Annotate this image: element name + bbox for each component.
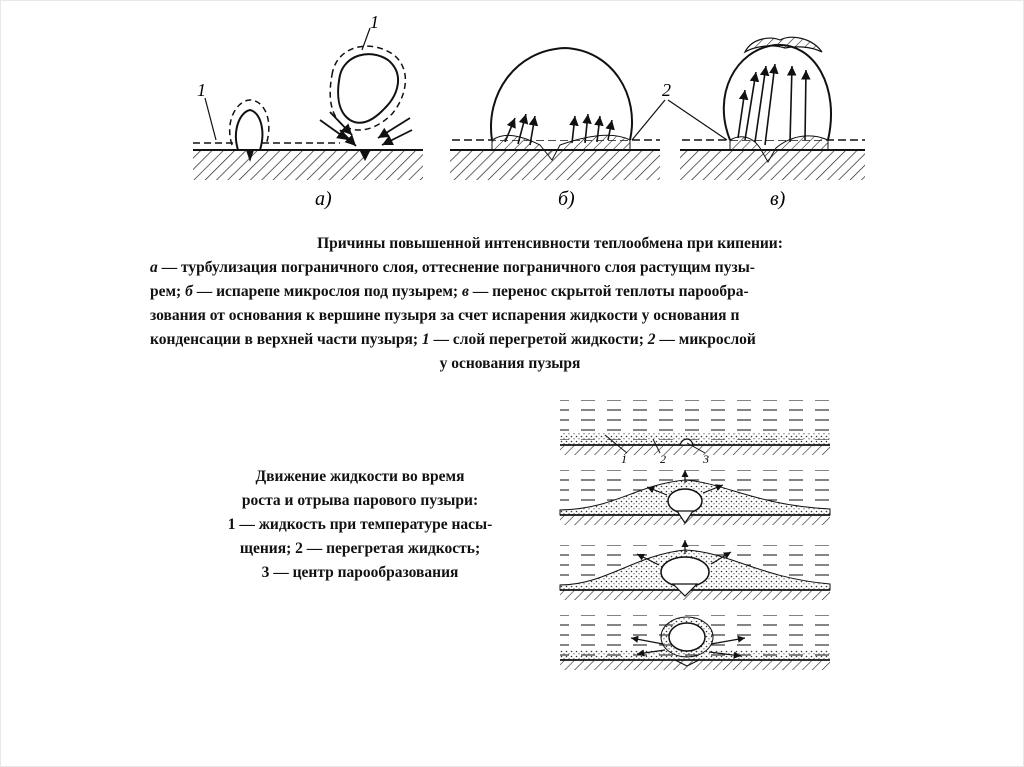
marker-1-bubble-label: 1 [370, 12, 379, 32]
caption-bottom-line3: 1 — жидкость при температуре насы- [227, 516, 493, 533]
figure-b [450, 48, 660, 210]
panel-3 [560, 540, 830, 600]
figure-v [680, 37, 865, 210]
caption-bottom-line5: 3 — центр парообразования [261, 564, 459, 581]
figure-a [193, 12, 423, 210]
bubble-growth-diagram [555, 395, 845, 695]
caption-bottom-line1: Движение жидкости во время [255, 468, 465, 485]
caption-top-line2: рем; б — испарепе микрослоя под пузырем; в — перенос скрытой теплоты парообра- [150, 283, 749, 300]
caption-bottom-line4: щения; 2 — перегретая жидкость; [239, 540, 481, 557]
boiling-diagram-top [0, 0, 1024, 230]
marker-2-label: 2 [662, 80, 671, 100]
caption-top-line1: а — турбулизация пограничного слоя, оттеснение пограничного слоя растущим пузы- [150, 259, 755, 276]
right-marker-1: 1 [621, 452, 627, 466]
marker-2 [632, 80, 727, 140]
caption-top-line4: конденсации в верхней части пузыря; 1 — слой перегретой жидкости; 2 — микрослой [150, 331, 756, 348]
panel-2 [560, 470, 830, 525]
marker-1-label: 1 [197, 80, 206, 100]
figure-v-label: в) [770, 188, 786, 210]
panel-1 [560, 400, 830, 466]
caption-top-line5: у основания пузыря [439, 355, 581, 372]
figure-a-label: а) [315, 188, 332, 210]
right-marker-2: 2 [660, 452, 666, 466]
caption-top-line3: зования от основания к вершине пузыря за счет испарения жидкости у основания п [150, 307, 740, 324]
panel-4 [560, 615, 830, 670]
figure-b-label: б) [558, 188, 575, 210]
caption-top-title: Причины повышенной интенсивности теплообмена при кипении: [317, 235, 783, 252]
caption-bottom [175, 465, 545, 585]
caption-top [150, 232, 910, 376]
right-marker-3: 3 [703, 452, 709, 466]
caption-bottom-line2: роста и отрыва парового пузыри: [241, 492, 479, 509]
